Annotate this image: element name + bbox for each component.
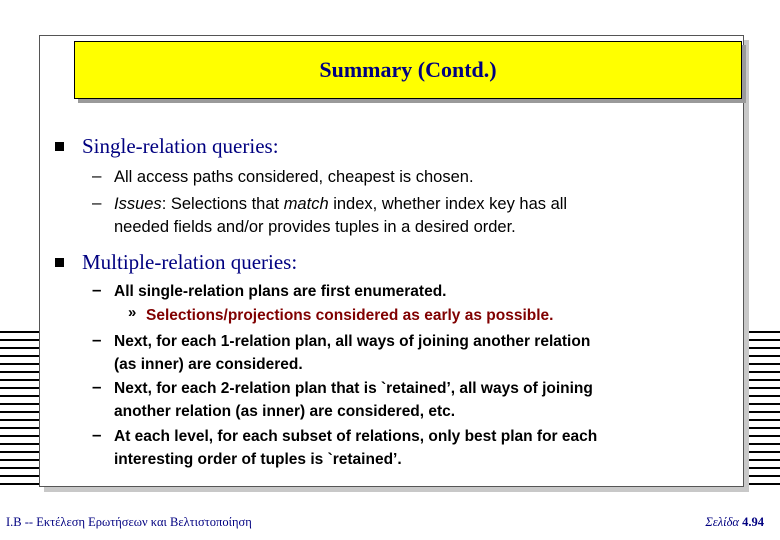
dash-icon: – xyxy=(92,166,102,185)
sub-line: interesting order of tuples is `retained’. xyxy=(114,451,402,468)
dash-icon: – xyxy=(92,377,102,396)
raquo-icon: » xyxy=(128,304,137,321)
sub-item: All access paths considered, cheapest is chosen. xyxy=(114,168,474,186)
sub-item xyxy=(114,330,694,376)
page-label: Σελίδα xyxy=(705,515,739,529)
left-stripes xyxy=(0,331,40,491)
title-box xyxy=(74,41,742,99)
dash-icon: – xyxy=(92,280,102,299)
sub-item xyxy=(114,425,694,471)
right-stripes xyxy=(745,331,780,491)
issues-text-b: index, whether index key has all xyxy=(328,195,568,213)
issues-line2: needed fields and/or provides tuples in a desired order. xyxy=(114,218,516,236)
sub-line: another relation (as inner) are considered, etc. xyxy=(114,403,456,420)
bullet-square-icon xyxy=(55,258,64,267)
footer-page xyxy=(705,515,764,530)
dash-icon: – xyxy=(92,425,102,444)
dash-icon: – xyxy=(92,193,102,212)
issues-label: Issues xyxy=(114,195,162,213)
sub-item xyxy=(114,377,694,423)
sub-line: Next, for each 1-relation plan, all ways of joining another relation xyxy=(114,333,591,350)
bullet-heading: Single-relation queries: xyxy=(82,134,279,158)
dash-icon: – xyxy=(92,330,102,349)
sub-line: Next, for each 2-relation plan that is `retained’, all ways of joining xyxy=(114,380,593,397)
issues-text-a: : Selections that xyxy=(161,195,284,213)
page-title: Summary (Contd.) xyxy=(319,57,497,82)
page-number: 4.94 xyxy=(742,515,764,529)
issues-em: match xyxy=(283,195,329,213)
bullet-heading: Multiple-relation queries: xyxy=(82,250,298,274)
sub-sub-item: Selections/projections considered as early as possible. xyxy=(146,307,554,324)
footer-course-title: Ι.Β -- Εκτέλεση Ερωτήσεων και Βελτιστοποίηση xyxy=(6,515,252,529)
sub-item: All single-relation plans are first enumerated. xyxy=(114,283,447,300)
sub-item xyxy=(114,193,684,239)
sub-line: At each level, for each subset of relations, only best plan for each xyxy=(114,428,598,445)
bullet-square-icon xyxy=(55,142,64,151)
sub-line: (as inner) are considered. xyxy=(114,356,303,373)
